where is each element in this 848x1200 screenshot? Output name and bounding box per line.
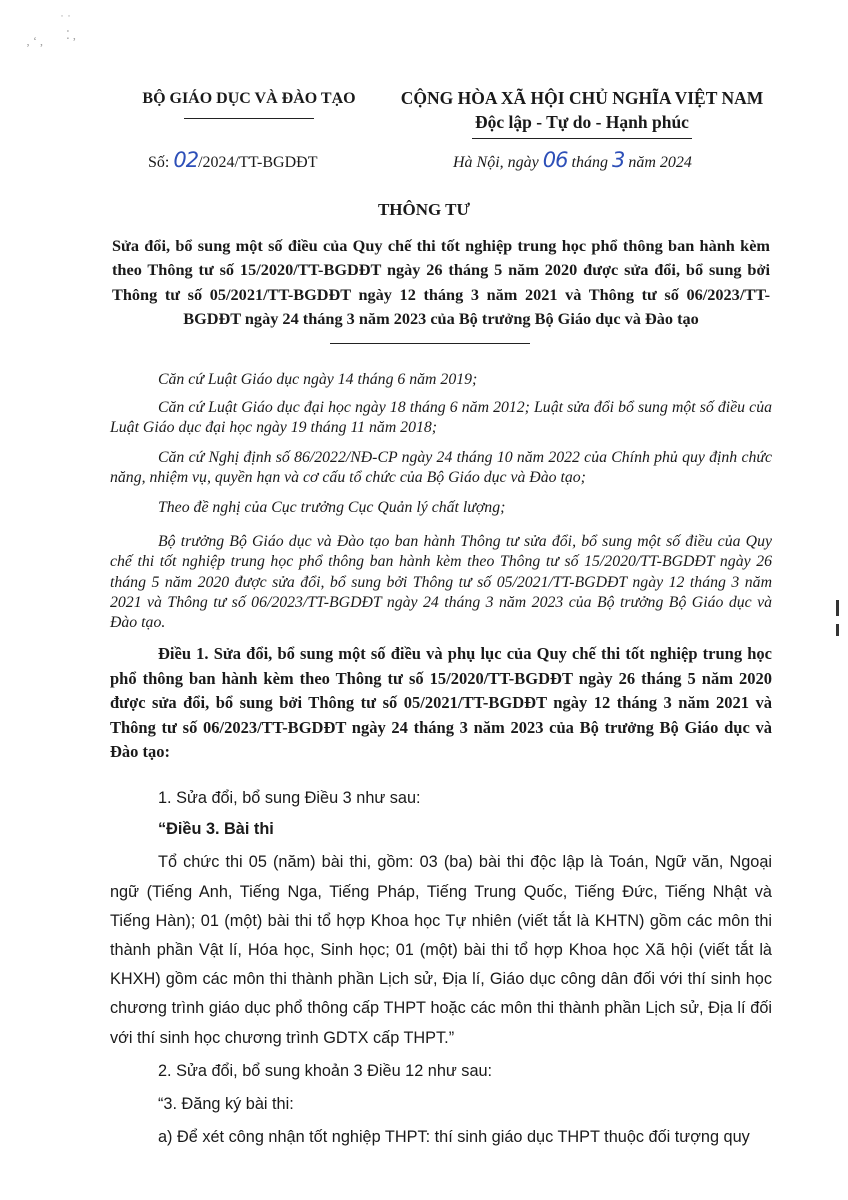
date-text: năm 2024	[624, 154, 692, 171]
number-prefix: Số:	[148, 154, 174, 171]
issue-date	[453, 148, 692, 172]
date-text: tháng	[567, 154, 612, 171]
date-text: Hà Nội, ngày	[453, 154, 543, 171]
handwritten-month: 3	[611, 148, 625, 172]
preamble-basis-3: Căn cứ Nghị định số 86/2022/NĐ-CP ngày 24 tháng 10 năm 2022 của Chính phủ quy định chức năng, nhiệm vụ, quyền hạn và cơ cấu tổ chức của Bộ Giáo dục và Đào tạo;	[110, 449, 772, 487]
national-motto: Độc lập - Tự do - Hạnh phúc	[475, 112, 689, 132]
scan-speck: ˙ ˙	[60, 12, 71, 26]
country-name: CỘNG HÒA XÃ HỘI CHỦ NGHĨA VIỆT NAM	[400, 88, 764, 108]
article-3-text: Tổ chức thi 05 (năm) bài thi, gồm: 03 (ba) bài thi độc lập là Toán, Ngữ văn, Ngoại ngữ (Tiếng Anh, Tiếng Nga, Tiếng Pháp, Tiếng Trung Quốc, Tiếng Đức, Tiếng Nhật và Tiếng Hàn); 01 (một) bài thi tổ hợp Khoa học Tự nhiên (viết tắt là KHTN) gồm các môn thi thành phần Vật lí, Hóa học, Sinh học; 01 (một) bài thi tổ hợp Khoa học Xã hội (viết tắt là KHXH) gồm các môn thi thành phần Lịch sử, Địa lí, Giáo dục công dân đối với thí sinh học chương trình giáo dục phổ thông cấp THPT hoặc các môn thi thành phần Lịch sử, Địa lí đối với thí sinh học chương trình GDTX cấp THPT.”	[110, 853, 772, 1047]
motto-underline	[472, 138, 692, 139]
preamble	[110, 370, 772, 390]
preamble-basis-1: Căn cứ Luật Giáo dục ngày 14 tháng 6 năm 2019;	[158, 371, 478, 388]
preamble	[110, 498, 772, 518]
preamble	[110, 448, 772, 489]
clause-3-title: “3. Đăng ký bài thi:	[158, 1095, 294, 1114]
amendment-item-1: 1. Sửa đổi, bổ sung Điều 3 như sau:	[158, 789, 421, 807]
document-number	[148, 148, 317, 172]
preamble	[110, 532, 772, 633]
amendment-item-2: 2. Sửa đổi, bổ sung khoản 3 Điều 12 như sau:	[158, 1061, 493, 1080]
national-header	[398, 86, 766, 139]
article-1	[110, 642, 772, 765]
handwritten-number: 02	[173, 148, 199, 172]
ministry-name: BỘ GIÁO DỤC VÀ ĐÀO TẠO	[142, 90, 356, 107]
ministry-underline	[184, 118, 314, 119]
scan-edge-mark	[836, 624, 839, 636]
article-1-text: Điều 1. Sửa đổi, bổ sung một số điều và phụ lục của Quy chế thi tốt nghiệp trung học phổ thông ban hành kèm theo Thông tư số 15/2020/TT-BGDĐT ngày 26 tháng 5 năm 2020 được sửa đổi, bổ sung bởi Thông tư số 05/2021/TT-BGDĐT ngày 12 tháng 3 năm 2021 và Thông tư số 06/2023/TT-BGDĐT ngày 24 tháng 3 năm 2023 của Bộ trưởng Bộ Giáo dục và Đào tạo:	[110, 644, 772, 761]
number-suffix: /2024/TT-BGDĐT	[198, 154, 318, 171]
document-subject: Sửa đổi, bổ sung một số điều của Quy chế thi tốt nghiệp trung học phổ thông ban hành kèm theo Thông tư số 15/2020/TT-BGDĐT ngày 26 tháng 5 năm 2020 được sửa đổi, bổ sung bởi Thông tư số 05/2021/TT-BGDĐT ngày 12 tháng 3 năm 2021 và Thông tư số 06/2023/TT-BGDĐT ngày 24 tháng 3 năm 2023 của Bộ trưởng Bộ Giáo dục và Đào tạo	[112, 236, 770, 328]
ministry-header	[128, 90, 370, 119]
scan-speck: ‚ ‘ ,	[26, 34, 43, 48]
scan-edge-mark	[836, 600, 839, 616]
body-section	[110, 784, 772, 1152]
subject-underline	[330, 343, 530, 344]
clause-a-text: a) Để xét công nhận tốt nghiệp THPT: thí sinh giáo dục THPT thuộc đối tượng quy	[158, 1128, 750, 1147]
preamble-proposal: Theo đề nghị của Cục trưởng Cục Quản lý chất lượng;	[158, 499, 506, 516]
document-type: THÔNG TƯ	[377, 200, 471, 219]
scan-speck: ⁚ ,	[66, 28, 76, 42]
handwritten-day: 06	[542, 148, 568, 172]
preamble-enactment: Bộ trưởng Bộ Giáo dục và Đào tạo ban hành Thông tư sửa đổi, bổ sung một số điều của Quy chế thi tốt nghiệp trung học phổ thông ban hành kèm theo Thông tư số 15/2020/TT-BGDĐT ngày 26 tháng 5 năm 2020 được sửa đổi, bổ sung bởi Thông tư số 05/2021/TT-BGDĐT ngày 12 tháng 3 năm 2021 và Thông tư số 06/2023/TT-BGDĐT ngày 24 tháng 3 năm 2023 của Bộ trưởng Bộ Giáo dục và Đào tạo.	[110, 533, 772, 632]
article-3-title: “Điều 3. Bài thi	[158, 820, 274, 839]
preamble-basis-2: Căn cứ Luật Giáo dục đại học ngày 18 tháng 6 năm 2012; Luật sửa đổi bổ sung một số điều của Luật Giáo dục đại học ngày 19 tháng 11 năm 2018;	[110, 399, 772, 437]
preamble	[110, 398, 772, 439]
